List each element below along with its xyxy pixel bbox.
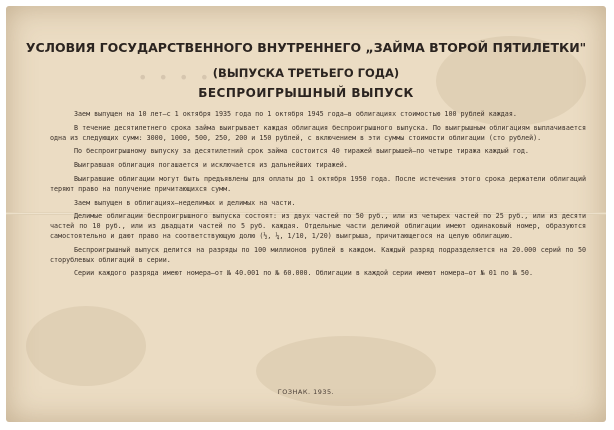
paragraph: Заем выпущен на 10 лет—с 1 октября 1935 года по 1 октября 1945 года—в облигациях стоимостью 100 рублей каждая. xyxy=(74,110,517,118)
paragraph: По беспроигрышному выпуску за десятилетний срок займа состоится 40 тиражей выигрышей—по четыре тиража каждый год. xyxy=(74,147,529,156)
paragraph: В течение десятилетнего срока займа выигрывает каждая облигация беспроигрышного выпуска. По выигрышным облигациям выплачивается одна из следующих сумм: 3000, 1000, 500, 250, 200 и 150 рублей, с включением в эти суммы стоимости облигации (сто рублей). xyxy=(50,123,586,142)
paragraph: Беспроигрышный выпуск делится на разряды по 100 миллионов рублей в каждом. Каждый разряд подразделяется на 20.000 серий по 50 сторублевых облигаций в серии. xyxy=(50,245,586,264)
paragraph: Заем выпущен в облигациях—неделимых и делимых на части. xyxy=(74,198,296,207)
document-title: УСЛОВИЯ ГОСУДАРСТВЕННОГО ВНУТРЕННЕГО „ЗАЙМА ВТОРОЙ ПЯТИЛЕТКИ" xyxy=(25,40,587,55)
paper-stain xyxy=(26,306,146,386)
conditions-body xyxy=(50,110,586,283)
document-subtitle: (ВЫПУСКА ТРЕТЬЕГО ГОДА) xyxy=(212,66,400,80)
paragraph: Делимые облигации беспроигрышного выпуска состоят: из двух частей по 50 руб., или из четырех частей по 25 руб., или из десяти частей по 10 руб., или из двадцати частей по 5 руб. каждая. Отдельные части делимой облигации имеют одинаковый номер, образуются самостоятельно и дают право на соответствующую долю (½, ¼, 1/10, 1/20) выигрыша, причитающегося на целую облигацию. xyxy=(50,212,586,240)
paragraph: Серии каждого разряда имеют номера—от № 40.001 по № 60.000. Облигации в каждой серии имеют номера—от № 01 по № 50. xyxy=(74,269,533,278)
paragraph: Выигравшая облигация погашается и исключается из дальнейших тиражей. xyxy=(74,161,348,170)
paragraph: Выигравшие облигации могут быть предъявлены для оплаты до 1 октября 1950 года. После истечения этого срока держатели облигаций теряют право на получение причитающихся сумм. xyxy=(50,174,586,193)
faded-stamp: • • • • • • • xyxy=(138,68,274,87)
bond-conditions-sheet xyxy=(6,6,606,422)
issue-heading: БЕСПРОИГРЫШНЫЙ ВЫПУСК xyxy=(198,86,414,100)
printer-imprint: ГОЗНАК. 1935. xyxy=(277,388,335,396)
